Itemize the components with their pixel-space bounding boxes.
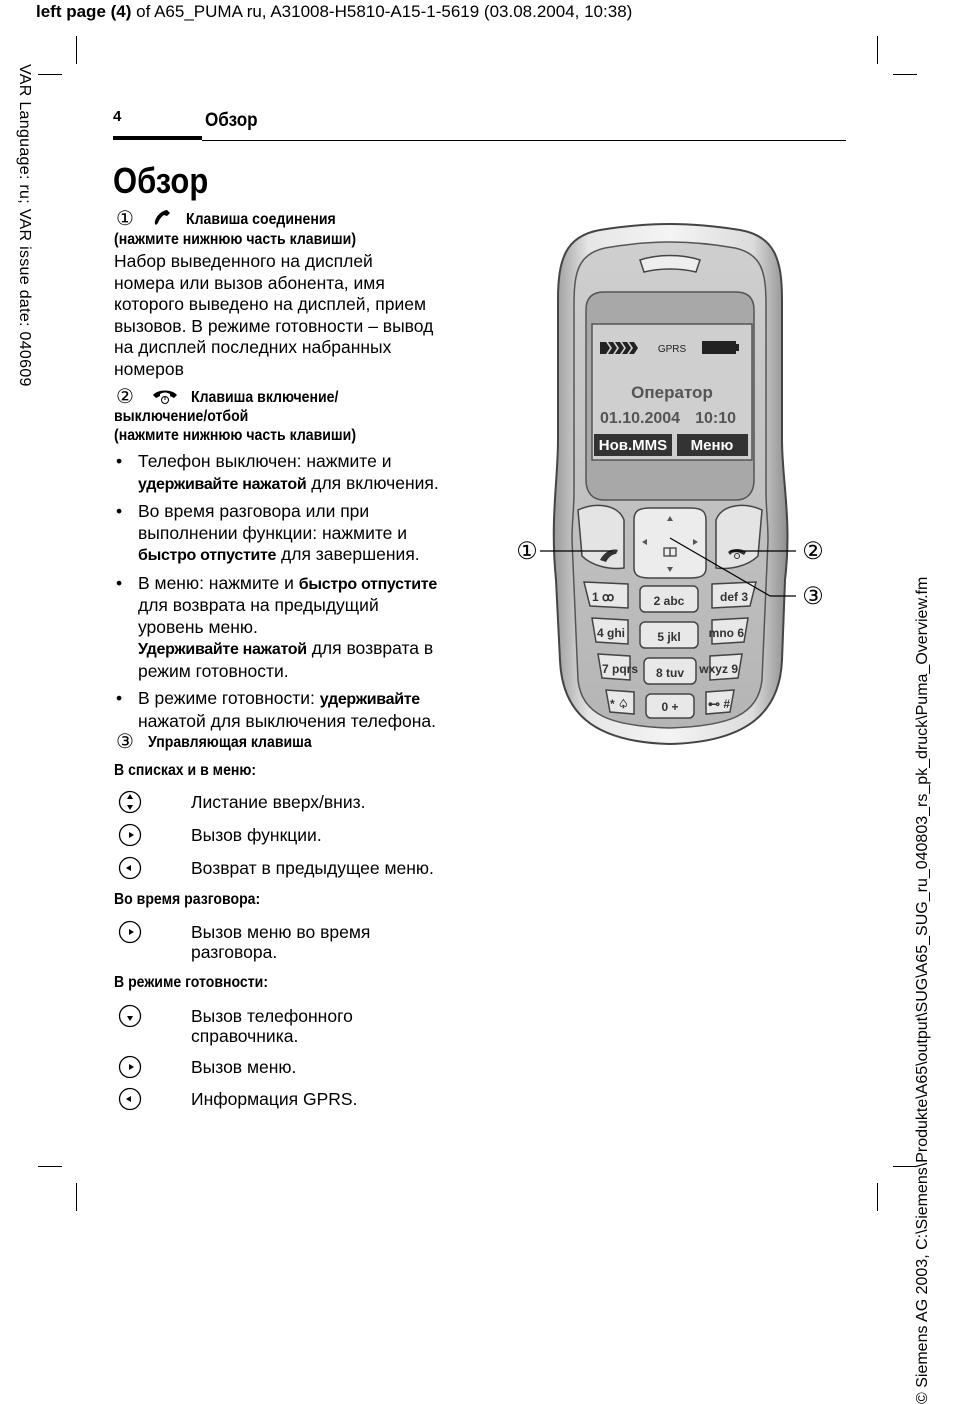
down-nav-icon [118, 1004, 142, 1028]
phone-illustration [500, 220, 840, 750]
crop-mark [76, 1183, 77, 1211]
header-rule [202, 140, 846, 141]
power-key-subheading: (нажмите нижнюю часть клавиши) [114, 427, 357, 444]
right-nav-icon [118, 920, 142, 944]
list-item: • Телефон выключен: нажмите и удерживайте нажатой для включения. [114, 451, 474, 495]
key-8: 8 tuv [655, 666, 685, 680]
gprs-indicator: GPRS [657, 344, 687, 355]
page-title: Обзор [113, 160, 209, 201]
list-item: • В режиме готовности: удерживайте нажатой для выключения телефона. [114, 688, 474, 732]
side-note-right: © Siemens AG 2003, C:\Siemens\Produkte\A65\output\SUG\A65_SUG_ru_040803_rs_pk_druck\Puma_Overview.fm [914, 576, 931, 1404]
left-nav-icon [118, 856, 142, 880]
idle-subheading: В режиме готовности: [114, 974, 269, 991]
crop-mark [38, 74, 62, 75]
crop-mark [877, 1183, 878, 1211]
key-hash: ⊷ # [707, 697, 730, 711]
right-nav-icon [118, 823, 142, 847]
left-nav-icon [118, 1087, 142, 1111]
side-note-left: VAR Language: ru; VAR issue date: 040609 [16, 64, 33, 387]
key-5: 5 jkl [657, 630, 681, 644]
softkey-right-label: Меню [690, 437, 734, 454]
call-key-heading: Клавиша соединения [186, 211, 336, 228]
right-nav-icon [118, 1055, 142, 1079]
callout-2: ② [802, 538, 824, 565]
callout-1-label: ① [116, 208, 134, 230]
call-key-subheading: (нажмите нижнюю часть клавиши) [114, 231, 357, 248]
key-2: 2 abc [653, 594, 685, 608]
print-header: left page (4) of A65_PUMA ru, A31008-H5810-A15-1-5619 (03.08.2004, 10:38) [36, 2, 633, 21]
key-1: 1 ꝏ [592, 590, 615, 604]
crop-mark [76, 36, 77, 64]
callout-3-label: ③ [116, 731, 134, 753]
key-0: 0 + [661, 700, 679, 714]
callout-3: ③ [802, 583, 824, 610]
key-4: 4 ghi [597, 626, 626, 640]
page-number: 4 [113, 108, 122, 125]
softkey-left-label: Нов.MMS [598, 437, 668, 454]
crop-mark [38, 1166, 62, 1167]
call-key-icon [152, 207, 174, 227]
key-7: 7 pqrs [602, 662, 639, 676]
power-key-heading: Клавиша включение/ [191, 389, 339, 406]
crop-mark [877, 36, 878, 64]
screen-time: 10:10 [695, 410, 736, 427]
call-key-description: Набор выведенного на дисплей номера или вызов абонента, имя которого выведено на дисплей, прием вызовов. В режиме готовности – вывод на дисплей последних набранных номеров [114, 251, 434, 379]
power-key-bullets [114, 451, 474, 738]
running-title: Обзор [205, 110, 258, 131]
call-subheading: Во время разговора: [114, 891, 261, 908]
up-down-nav-icon [118, 790, 142, 814]
nav-key-heading: Управляющая клавиша [148, 734, 312, 751]
end-key-icon [152, 389, 178, 405]
callout-1: ① [516, 538, 538, 565]
list-item: • В меню: нажмите и быстро отпустите для возврата на предыдущий уровень меню. Удерживайте нажатой для возврата в режим готовности. [114, 573, 474, 683]
lists-subheading: В списках и в меню: [114, 762, 257, 779]
key-star: * ♤ [610, 697, 629, 711]
screen-date: 01.10.2004 [600, 410, 681, 427]
operator-name: Оператор [631, 383, 713, 402]
list-item: • Во время разговора или при выполнении функции: нажмите и быстро отпустите для завершения. [114, 501, 474, 567]
key-3: def 3 [719, 590, 748, 604]
callout-2-label: ② [116, 386, 134, 408]
crop-mark [893, 74, 917, 75]
key-6: mno 6 [708, 626, 744, 640]
header-bar [113, 136, 202, 140]
power-key-heading-2: выключение/отбой [114, 408, 249, 425]
key-9: wxyz 9 [699, 662, 738, 676]
